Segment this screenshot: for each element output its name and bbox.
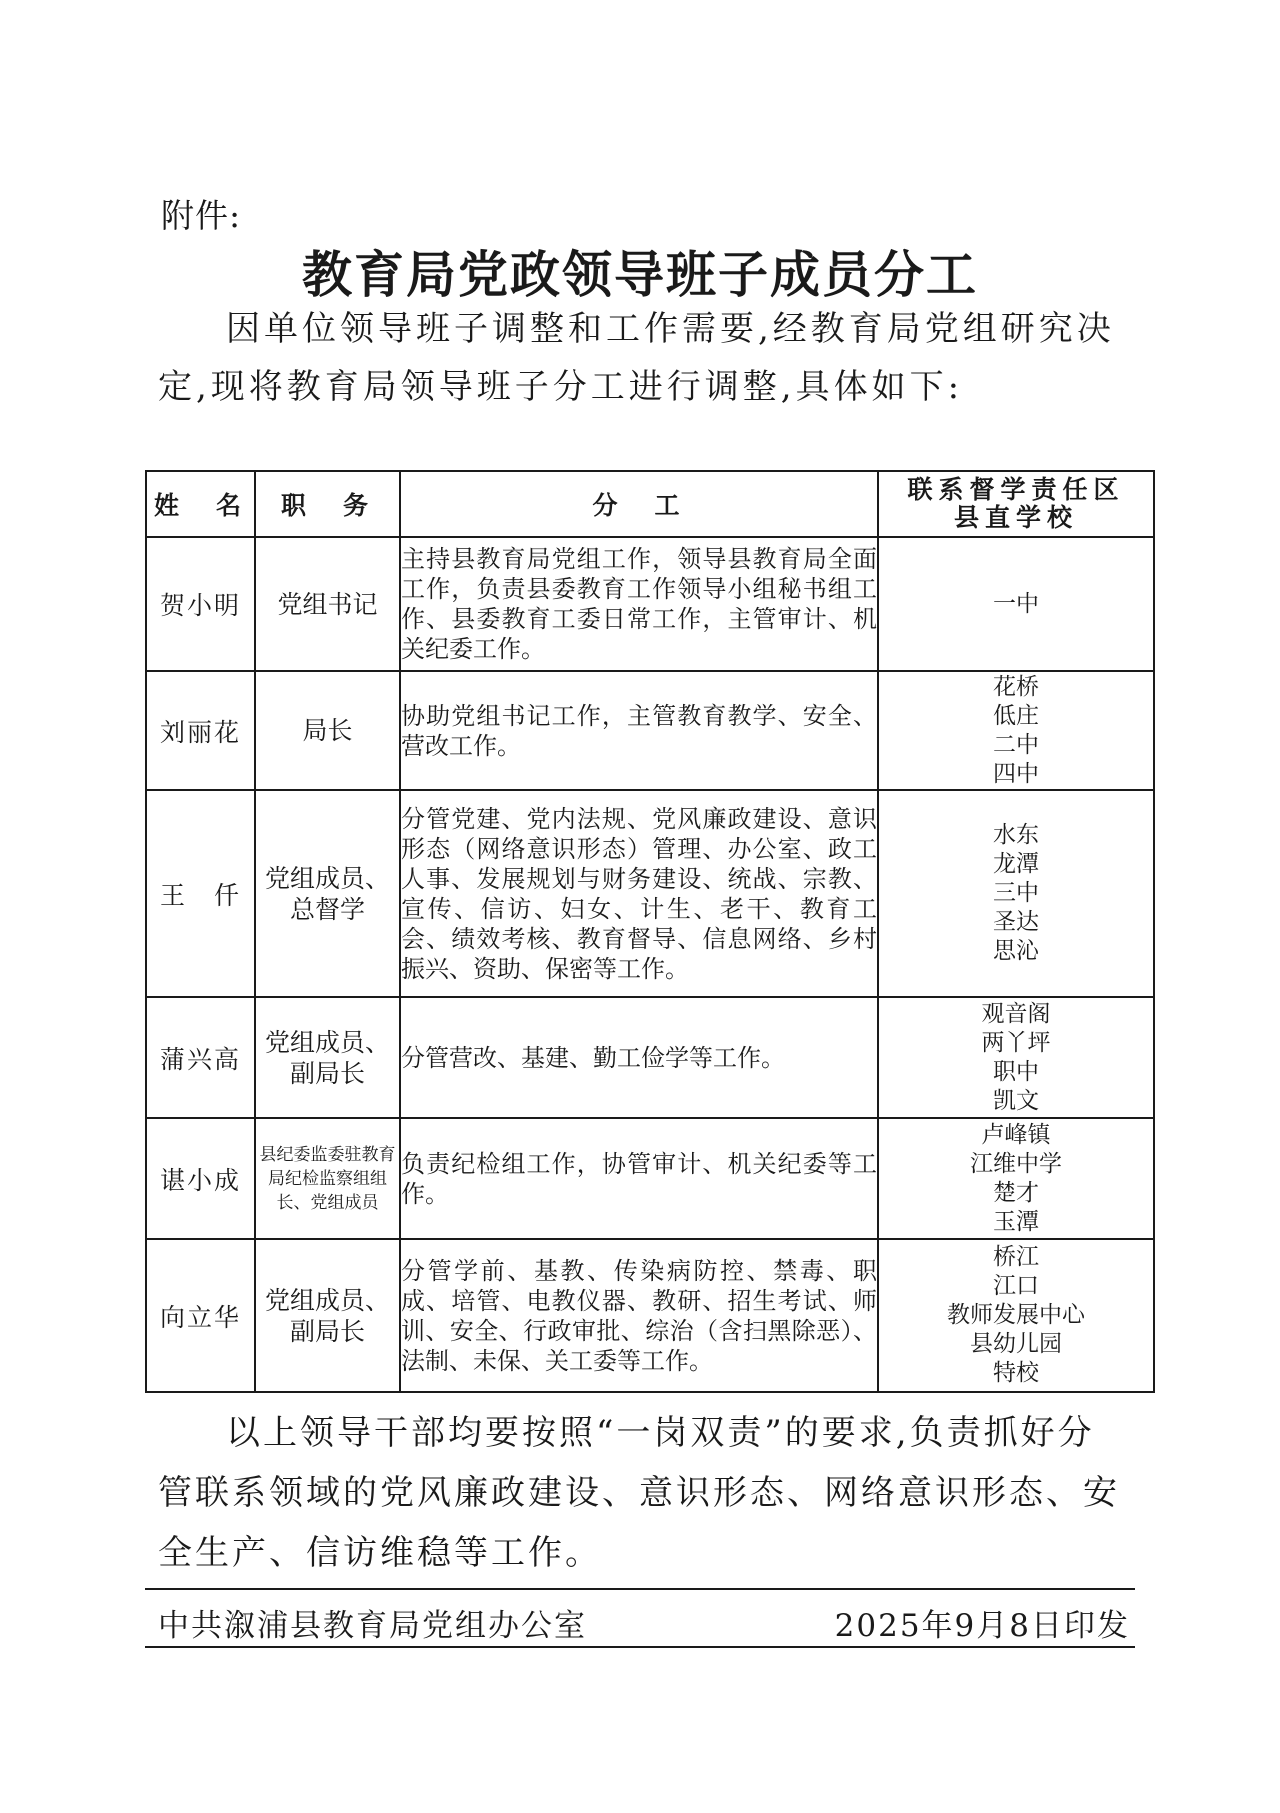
school-name: 龙潭 [993, 851, 1039, 877]
header-schools [878, 471, 1154, 537]
member-schools [878, 790, 1154, 997]
member-name: 向立华 [146, 1239, 255, 1392]
issue-date: 2025年9月8日印发 [834, 1608, 1130, 1644]
assignment-table [145, 470, 1155, 1393]
member-position: 局长 [255, 671, 400, 790]
school-name: 三中 [993, 880, 1039, 906]
school-name: 特校 [993, 1360, 1039, 1386]
attachment-label: 附件: [161, 196, 242, 235]
school-name: 低庄 [993, 702, 1039, 729]
member-schools [878, 537, 1154, 671]
header-duty: 分 工 [400, 471, 878, 537]
member-position: 党组成员、副局长 [255, 997, 400, 1118]
table-row [146, 537, 1154, 671]
member-position: 党组书记 [255, 537, 400, 671]
school-name: 江维中学 [970, 1150, 1062, 1177]
school-name: 凯文 [993, 1087, 1039, 1114]
member-schools [878, 1239, 1154, 1392]
member-schools [878, 671, 1154, 790]
issuer-name: 中共溆浦县教育局党组办公室 [158, 1608, 587, 1644]
table-row [146, 1118, 1154, 1239]
member-position: 县纪委监委驻教育局纪检监察组组长、党组成员 [255, 1118, 400, 1239]
member-name: 蒲兴高 [146, 997, 255, 1118]
school-name: 四中 [993, 760, 1039, 787]
school-name: 县幼儿园 [970, 1331, 1062, 1357]
member-duty: 分管营改、基建、勤工俭学等工作。 [400, 997, 878, 1118]
member-name: 王 仟 [146, 790, 255, 997]
document-title: 教育局党政领导班子成员分工 [302, 246, 978, 304]
member-schools [878, 997, 1154, 1118]
member-position: 党组成员、副局长 [255, 1239, 400, 1392]
school-name: 圣达 [993, 909, 1039, 935]
member-duty: 主持县教育局党组工作，领导县教育局全面工作，负责县委教育工作领导小组秘书组工作、县委教育工委日常工作，主管审计、机关纪委工作。 [400, 537, 878, 671]
school-name: 卢峰镇 [981, 1121, 1051, 1148]
school-name: 二中 [993, 731, 1039, 758]
table-row [146, 1239, 1154, 1392]
school-name: 思沁 [993, 938, 1039, 964]
school-name: 楚才 [993, 1179, 1039, 1206]
member-name: 谌小成 [146, 1118, 255, 1239]
member-schools [878, 1118, 1154, 1239]
member-duty: 协助党组书记工作，主管教育教学、安全、营改工作。 [400, 671, 878, 790]
footer-top-rule [145, 1588, 1135, 1590]
member-duty: 分管学前、基教、传染病防控、禁毒、职成、培管、电教仪器、教研、招生考试、师训、安全、行政审批、综治（含扫黑除恶）、法制、未保、关工委等工作。 [400, 1239, 878, 1392]
school-name: 桥江 [993, 1244, 1039, 1270]
member-name: 贺小明 [146, 537, 255, 671]
member-duty: 分管党建、党内法规、党风廉政建设、意识形态（网络意识形态）管理、办公室、政工人事、发展规划与财务建设、统战、宗教、宣传、信访、妇女、计生、老干、教育工会、绩效考核、教育督导、信息网络、乡村振兴、资助、保密等工作。 [400, 790, 878, 997]
header-schools-line2: 县直学校 [953, 503, 1078, 532]
school-name: 教师发展中心 [947, 1302, 1085, 1328]
school-name: 花桥 [993, 673, 1039, 700]
school-name: 玉潭 [993, 1208, 1039, 1235]
school-name: 一中 [993, 590, 1039, 617]
school-name: 职中 [993, 1058, 1039, 1085]
header-name: 姓 名 [146, 471, 255, 537]
school-name: 江口 [993, 1273, 1039, 1299]
school-name: 两丫坪 [981, 1029, 1051, 1056]
member-duty: 负责纪检组工作，协管审计、机关纪委等工作。 [400, 1118, 878, 1239]
member-position: 党组成员、总督学 [255, 790, 400, 997]
school-name: 观音阁 [981, 1000, 1051, 1027]
school-name: 水东 [993, 822, 1039, 848]
intro-paragraph: 因单位领导班子调整和工作需要,经教育局党组研究决定,现将教育局领导班子分工进行调整,具体如下: [158, 309, 1115, 407]
table-row [146, 671, 1154, 790]
header-schools-line1: 联系督学责任区 [907, 475, 1125, 504]
header-position: 职 务 [255, 471, 400, 537]
table-header-row [146, 471, 1154, 537]
table-row [146, 790, 1154, 997]
conclusion-paragraph: 以上领导干部均要按照“一岗双责”的要求,负责抓好分管联系领域的党风廉政建设、意识形态、网络意识形态、安全生产、信访维稳等工作。 [158, 1413, 1120, 1573]
table-row [146, 997, 1154, 1118]
footer-bottom-rule [145, 1646, 1135, 1648]
member-name: 刘丽花 [146, 671, 255, 790]
